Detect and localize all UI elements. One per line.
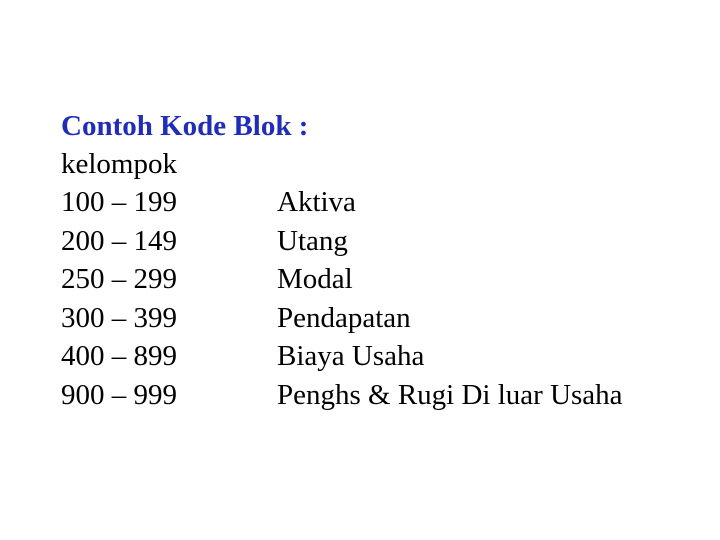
code-range: 250 – 299 [61, 263, 177, 295]
code-row [61, 260, 701, 299]
code-range: 300 – 399 [61, 301, 177, 334]
slide-subtitle: kelompok [61, 148, 177, 180]
account-group-name: Utang [277, 224, 348, 257]
account-group-name: Biaya Usaha [277, 340, 425, 372]
code-range: 900 – 999 [61, 378, 177, 411]
account-group-name: Modal [277, 263, 353, 295]
account-group-name: Pendapatan [277, 301, 411, 334]
code-range: 200 – 149 [61, 224, 177, 257]
code-row [61, 299, 701, 338]
code-list [61, 183, 701, 414]
code-range: 400 – 899 [61, 340, 177, 372]
code-row [61, 222, 701, 261]
code-row [61, 183, 701, 222]
code-range: 100 – 199 [61, 186, 177, 218]
code-row [61, 376, 701, 415]
account-group-name: Penghs & Rugi Di luar Usaha [277, 378, 623, 411]
account-group-name: Aktiva [277, 186, 356, 218]
code-row [61, 337, 701, 376]
slide-title: Contoh Kode Blok : [61, 110, 309, 142]
